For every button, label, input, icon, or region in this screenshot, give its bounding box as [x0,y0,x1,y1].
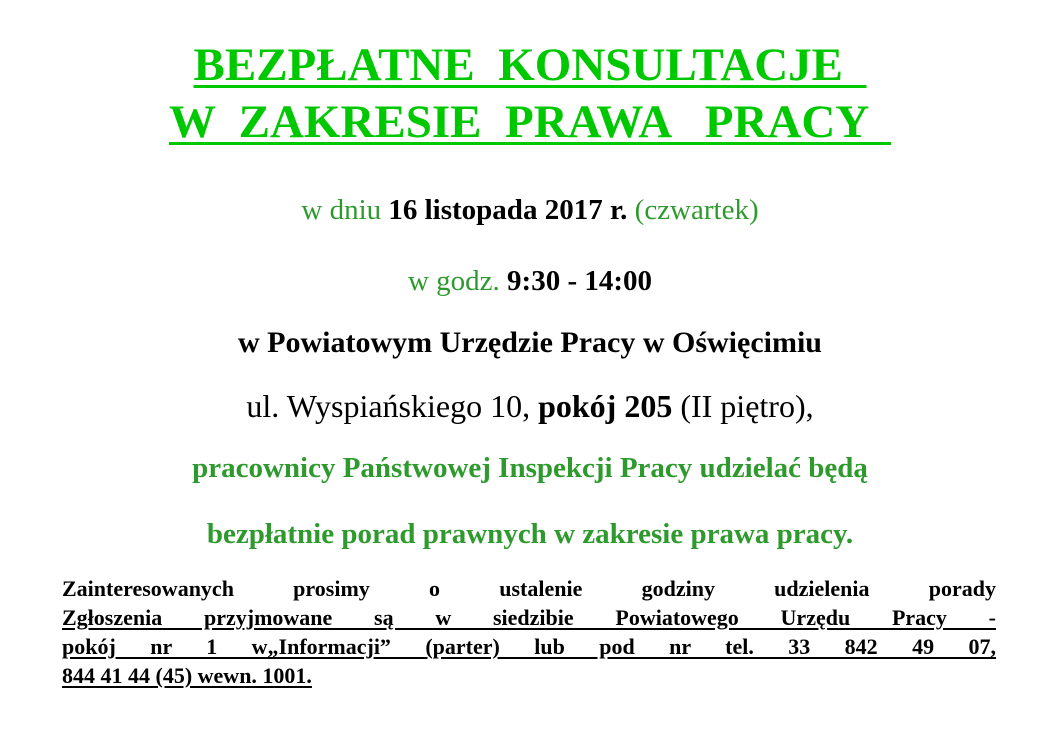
info-paragraph [62,574,996,690]
office-line: w Powiatowym Urzędzie Pracy w Oświęcimiu [237,326,822,359]
info-line-4 [62,661,996,690]
date-suffix: (czwartek) [627,194,759,226]
announcement-line-2: bezpłatnie porad prawnych w zakresie prawa pracy. [206,518,854,550]
address-line [0,386,1060,426]
title-line-1-text: BEZPŁATNE KONSULTACJE [193,39,867,91]
announcement-line-1: pracownicy Państwowej Inspekcji Pracy udzielać będą [192,452,868,484]
info-line-3-text: pokój nr 1 w„Informacji” (parter) lub pod nr tel. 33 842 49 07, [62,634,996,659]
info-line-3 [62,632,996,661]
date-line [0,192,1060,228]
time-line [0,263,1060,299]
address-prefix: ul. Wyspiańskiego 10, [246,388,539,424]
title-line-1 [0,38,1060,92]
time-prefix: w godz. [407,265,508,297]
title-line-2 [0,95,1060,149]
date-prefix: w dniu [301,194,389,226]
info-line-1: Zainteresowanych prosimy o ustalenie godziny udzielenia porady [62,576,996,601]
address-suffix: (II piętro), [672,388,814,424]
info-line-2 [62,603,996,632]
title-line-2-text: W ZAKRESIE PRAWA PRACY [168,96,892,148]
room-number: pokój 205 [538,388,673,424]
event-time: 9:30 - 14:00 [507,265,653,297]
info-line-4-text: 844 41 44 (45) wewn. 1001. [62,663,312,688]
info-line-2-text: Zgłoszenia przyjmowane są w siedzibie Powiatowego Urzędu Pracy - [62,605,996,630]
event-date: 16 listopada 2017 r. [388,194,628,226]
